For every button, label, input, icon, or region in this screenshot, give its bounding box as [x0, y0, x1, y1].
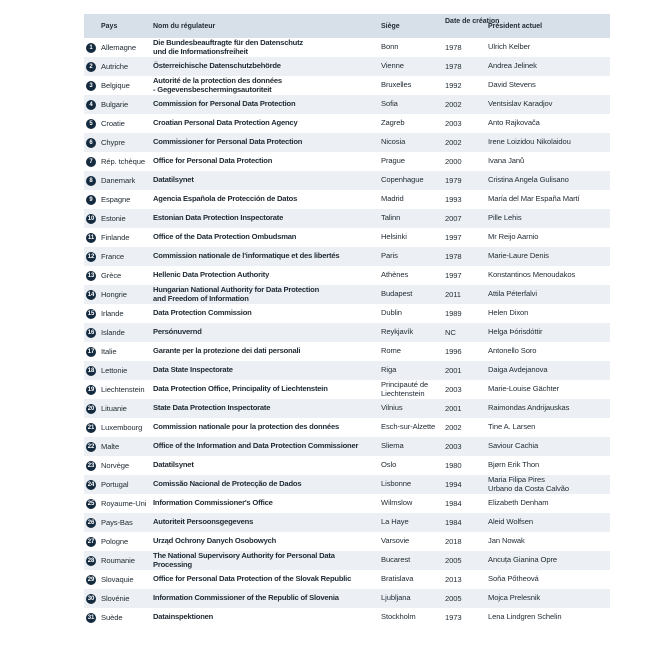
row-number-badge: 15 [87, 310, 95, 317]
country-cell: Royaume-Uni [101, 499, 147, 508]
country-cell: Islande [101, 328, 125, 337]
row-number-badge: 16 [87, 329, 95, 336]
regulator-name-cell: Information Commissioner's Office [153, 498, 273, 508]
row-number-badge: 8 [86, 171, 96, 190]
table-row [84, 95, 610, 114]
country-cell: Malte [101, 442, 120, 451]
regulator-name-cell: Datainspektionen [153, 612, 214, 622]
regulator-name-cell: Commission nationale pour la protection des données [153, 422, 339, 432]
president-cell: Ventsislav Karadjov [488, 99, 553, 109]
headquarters-cell: Copenhague [381, 175, 424, 185]
country-cell: Rép. tchèque [101, 157, 145, 166]
row-number-badge: 11 [87, 234, 95, 241]
creation-date-cell: 2007 [445, 214, 462, 223]
table-row [84, 209, 610, 228]
table-row [84, 57, 610, 76]
president-cell: Marie-Louise Gächter [488, 384, 560, 394]
president-cell: Mr Reijo Aarnio [488, 232, 539, 242]
creation-date-cell: 2005 [445, 556, 462, 565]
president-cell: Attila Péterfalvi [488, 289, 537, 299]
country-cell: Slovénie [101, 594, 130, 603]
regulator-name-cell: Croatian Personal Data Protection Agency [153, 118, 298, 128]
table-row [84, 570, 610, 589]
regulator-name-cell: Office of the Data Protection Ombudsman [153, 232, 297, 242]
president-cell: Konstantinos Menoudakos [488, 270, 576, 280]
table-row [84, 247, 610, 266]
headquarters-cell: Lisbonne [381, 479, 412, 489]
row-number-badge: 26 [87, 519, 95, 526]
table-header [84, 14, 610, 38]
president-cell: Maria Filipa Pires Urbano da Costa Calvão [488, 475, 569, 493]
creation-date-cell: 1994 [445, 480, 462, 489]
president-cell: Raimondas Andrijauskas [488, 403, 570, 413]
table-row [84, 190, 610, 209]
row-number-badge: 14 [87, 291, 95, 298]
regulators-table [84, 14, 610, 627]
creation-date-cell: 1997 [445, 271, 462, 280]
headquarters-cell: Reykjavík [381, 327, 414, 337]
creation-date-cell: 1984 [445, 518, 462, 527]
table-row [84, 171, 610, 190]
headquarters-cell: Stockholm [381, 612, 416, 622]
president-cell: Helen Dixon [488, 308, 529, 318]
country-cell: Portugal [101, 480, 129, 489]
creation-date-cell: 2018 [445, 537, 462, 546]
table-row [84, 361, 610, 380]
table-row [84, 399, 610, 418]
country-cell: Allemagne [101, 43, 136, 52]
row-number-badge: 3 [86, 76, 96, 95]
country-cell: Croatie [101, 119, 125, 128]
president-cell: Daiga Avdejanova [488, 365, 548, 375]
headquarters-cell: Bratislava [381, 574, 414, 584]
headquarters-cell: Madrid [381, 194, 404, 204]
row-number-badge: 21 [87, 424, 95, 431]
creation-date-cell: 2003 [445, 385, 462, 394]
table-row [84, 304, 610, 323]
regulator-name-cell: Agencia Española de Protección de Datos [153, 194, 298, 204]
regulator-name-cell: State Data Protection Inspectorate [153, 403, 271, 413]
headquarters-cell: Sliema [381, 441, 404, 451]
headquarters-cell: Esch-sur-Alzette [381, 422, 436, 432]
row-number-badge: 30 [87, 595, 95, 602]
creation-date-cell: 2001 [445, 404, 462, 413]
creation-date-cell: 1997 [445, 233, 462, 242]
header-date: Date de création [445, 18, 500, 25]
headquarters-cell: Sofia [381, 99, 398, 109]
headquarters-cell: Dublin [381, 308, 402, 318]
country-cell: Finlande [101, 233, 130, 242]
row-number-badge: 28 [87, 557, 95, 564]
headquarters-cell: Prague [381, 156, 405, 166]
country-cell: Luxembourg [101, 423, 143, 432]
regulator-name-cell: Autorité de la protection des données - Gegevensbeschermingsautoriteit [153, 76, 282, 94]
president-cell: Irene Loizidou Nikolaidou [488, 137, 571, 147]
president-cell: Bjørn Erik Thon [488, 460, 540, 470]
headquarters-cell: Bruxelles [381, 80, 412, 90]
regulator-name-cell: Commission nationale de l'informatique et des libertés [153, 251, 340, 261]
creation-date-cell: 2011 [445, 290, 461, 299]
table-row [84, 228, 610, 247]
creation-date-cell: NC [445, 328, 456, 337]
country-cell: Hongrie [101, 290, 127, 299]
row-number-badge: 29 [87, 576, 95, 583]
president-cell: Ulrich Kelber [488, 42, 531, 52]
row-number-badge: 31 [87, 614, 95, 621]
table-row [84, 76, 610, 95]
headquarters-cell: Oslo [381, 460, 397, 470]
headquarters-cell: Helsinki [381, 232, 407, 242]
regulator-name-cell: Estonian Data Protection Inspectorate [153, 213, 284, 223]
regulator-name-cell: Hungarian National Authority for Data Protection and Freedom of Information [153, 285, 320, 303]
regulator-name-cell: The National Supervisory Authority for Personal Data Processing [153, 551, 335, 569]
country-cell: Suède [101, 613, 123, 622]
country-cell: Danemark [101, 176, 136, 185]
table-row [84, 323, 610, 342]
table-row [84, 513, 610, 532]
creation-date-cell: 2003 [445, 442, 462, 451]
creation-date-cell: 2000 [445, 157, 462, 166]
president-cell: Lena Lindgren Schelin [488, 612, 562, 622]
country-cell: Estonie [101, 214, 126, 223]
headquarters-cell: Wilmslow [381, 498, 413, 508]
table-row [84, 475, 610, 494]
row-number-badge: 23 [87, 462, 95, 469]
row-number-badge: 4 [86, 95, 96, 114]
regulator-name-cell: Autoriteit Persoonsgegevens [153, 517, 254, 527]
headquarters-cell: Bucarest [381, 555, 411, 565]
creation-date-cell: 2002 [445, 423, 462, 432]
headquarters-cell: Riga [381, 365, 397, 375]
regulator-name-cell: Garante per la protezione dei dati personali [153, 346, 301, 356]
president-cell: Aleid Wolfsen [488, 517, 533, 527]
table-row [84, 608, 610, 627]
row-number-badge: 22 [87, 443, 95, 450]
row-number-badge: 12 [87, 253, 95, 260]
headquarters-cell: Athènes [381, 270, 409, 280]
country-cell: France [101, 252, 125, 261]
headquarters-cell: Bonn [381, 42, 399, 52]
header-siege: Siège [381, 23, 400, 30]
headquarters-cell: La Haye [381, 517, 409, 527]
regulator-name-cell: Datatilsynet [153, 175, 194, 185]
row-number-badge: 25 [87, 500, 95, 507]
president-cell: Antonello Soro [488, 346, 537, 356]
creation-date-cell: 2013 [445, 575, 462, 584]
headquarters-cell: Paris [381, 251, 398, 261]
president-cell: María del Mar España Martí [488, 194, 580, 204]
country-cell: Espagne [101, 195, 131, 204]
creation-date-cell: 1980 [445, 461, 462, 470]
country-cell: Roumanie [101, 556, 135, 565]
headquarters-cell: Rome [381, 346, 401, 356]
regulator-name-cell: Österreichische Datenschutzbehörde [153, 61, 281, 71]
headquarters-cell: Ljubljana [381, 593, 411, 603]
creation-date-cell: 1989 [445, 309, 462, 318]
president-cell: Pille Lehis [488, 213, 522, 223]
country-cell: Lettonie [101, 366, 128, 375]
table-row [84, 38, 610, 57]
president-cell: Elizabeth Denham [488, 498, 549, 508]
president-cell: Ivana Janů [488, 156, 525, 166]
creation-date-cell: 1978 [445, 62, 462, 71]
table-row [84, 437, 610, 456]
row-number-badge: 19 [87, 386, 95, 393]
president-cell: Anto Rajkovača [488, 118, 540, 128]
regulator-name-cell: Die Bundesbeauftragte für den Datenschutz und die Informationsfreiheit [153, 38, 304, 56]
headquarters-cell: Budapest [381, 289, 413, 299]
regulator-name-cell: Persónuvernd [153, 327, 202, 337]
headquarters-cell: Varsovie [381, 536, 410, 546]
creation-date-cell: 1979 [445, 176, 462, 185]
creation-date-cell: 2002 [445, 138, 462, 147]
country-cell: Irlande [101, 309, 124, 318]
header-president: Président actuel [488, 23, 543, 30]
headquarters-cell: Nicosia [381, 137, 406, 147]
row-number-badge: 20 [87, 405, 95, 412]
table-row [84, 589, 610, 608]
headquarters-cell: Vienne [381, 61, 404, 71]
row-number-badge: 6 [86, 133, 96, 152]
creation-date-cell: 2005 [445, 594, 462, 603]
regulator-name-cell: Commissioner for Personal Data Protection [153, 137, 303, 147]
country-cell: Autriche [101, 62, 129, 71]
president-cell: Mojca Prelesnik [488, 593, 541, 603]
creation-date-cell: 1973 [445, 613, 462, 622]
creation-date-cell: 2001 [445, 366, 462, 375]
row-number-badge: 17 [87, 348, 95, 355]
creation-date-cell: 2002 [445, 100, 462, 109]
president-cell: Cristina Angela Gulisano [488, 175, 569, 185]
row-number-badge: 5 [86, 114, 96, 133]
country-cell: Norvège [101, 461, 130, 470]
president-cell: Jan Nowak [488, 536, 525, 546]
row-number-badge: 13 [87, 272, 95, 279]
headquarters-cell: Vilnius [381, 403, 403, 413]
creation-date-cell: 1992 [445, 81, 462, 90]
creation-date-cell: 1996 [445, 347, 462, 356]
table-row [84, 114, 610, 133]
headquarters-cell: Zagreb [381, 118, 405, 128]
row-number-badge: 1 [86, 38, 96, 57]
regulator-name-cell: Data Protection Commission [153, 308, 252, 318]
creation-date-cell: 1993 [445, 195, 462, 204]
header-regulateur: Nom du régulateur [153, 23, 216, 30]
president-cell: Andrea Jelinek [488, 61, 537, 71]
table-row [84, 494, 610, 513]
country-cell: Slovaquie [101, 575, 134, 584]
regulator-name-cell: Hellenic Data Protection Authority [153, 270, 270, 280]
row-number-badge: 2 [86, 57, 96, 76]
president-cell: Tine A. Larsen [488, 422, 536, 432]
creation-date-cell: 1978 [445, 252, 462, 261]
regulator-name-cell: Office for Personal Data Protection [153, 156, 273, 166]
president-cell: Saviour Cachia [488, 441, 539, 451]
country-cell: Grèce [101, 271, 122, 280]
headquarters-cell: Principauté de Liechtenstein [381, 380, 429, 398]
row-number-badge: 10 [87, 215, 95, 222]
country-cell: Italie [101, 347, 117, 356]
creation-date-cell: 1978 [445, 43, 462, 52]
row-number-badge: 27 [87, 538, 95, 545]
table-row [84, 380, 610, 399]
regulator-name-cell: Office for Personal Data Protection of the Slovak Republic [153, 574, 352, 584]
president-cell: David Stevens [488, 80, 536, 90]
country-cell: Bulgarie [101, 100, 129, 109]
creation-date-cell: 2003 [445, 119, 462, 128]
regulator-name-cell: Comissão Nacional de Protecção de Dados [153, 479, 302, 489]
country-cell: Belgique [101, 81, 130, 90]
table-row [84, 152, 610, 171]
creation-date-cell: 1984 [445, 499, 462, 508]
country-cell: Chypre [101, 138, 125, 147]
table-row [84, 133, 610, 152]
regulator-name-cell: Commission for Personal Data Protection [153, 99, 296, 109]
row-number-badge: 24 [87, 481, 95, 488]
header-pays: Pays [101, 23, 118, 30]
table-row [84, 532, 610, 551]
country-cell: Pays-Bas [101, 518, 133, 527]
table-row [84, 285, 610, 304]
president-cell: Ancuța Gianina Opre [488, 555, 558, 565]
regulator-name-cell: Data Protection Office, Principality of Liechtenstein [153, 384, 328, 394]
regulator-name-cell: Office of the Information and Data Protection Commissioner [153, 441, 359, 451]
country-cell: Liechtenstein [101, 385, 145, 394]
country-cell: Pologne [101, 537, 129, 546]
regulator-name-cell: Urząd Ochrony Danych Osobowych [153, 536, 277, 546]
table-row [84, 418, 610, 437]
president-cell: Soňa Pőtheová [488, 574, 539, 584]
row-number-badge: 18 [87, 367, 95, 374]
table-row [84, 342, 610, 361]
row-number-badge: 7 [86, 152, 96, 171]
regulator-name-cell: Datatilsynet [153, 460, 194, 470]
row-number-badge: 9 [86, 190, 96, 209]
country-cell: Lituanie [101, 404, 127, 413]
president-cell: Helga Þórisdóttir [488, 327, 543, 337]
table-body [84, 38, 610, 627]
table-row [84, 266, 610, 285]
president-cell: Marie-Laure Denis [488, 251, 549, 261]
headquarters-cell: Talinn [381, 213, 401, 223]
table-row [84, 551, 610, 570]
regulator-name-cell: Information Commissioner of the Republic of Slovenia [153, 593, 339, 603]
table-row [84, 456, 610, 475]
regulator-name-cell: Data State Inspectorate [153, 365, 233, 375]
